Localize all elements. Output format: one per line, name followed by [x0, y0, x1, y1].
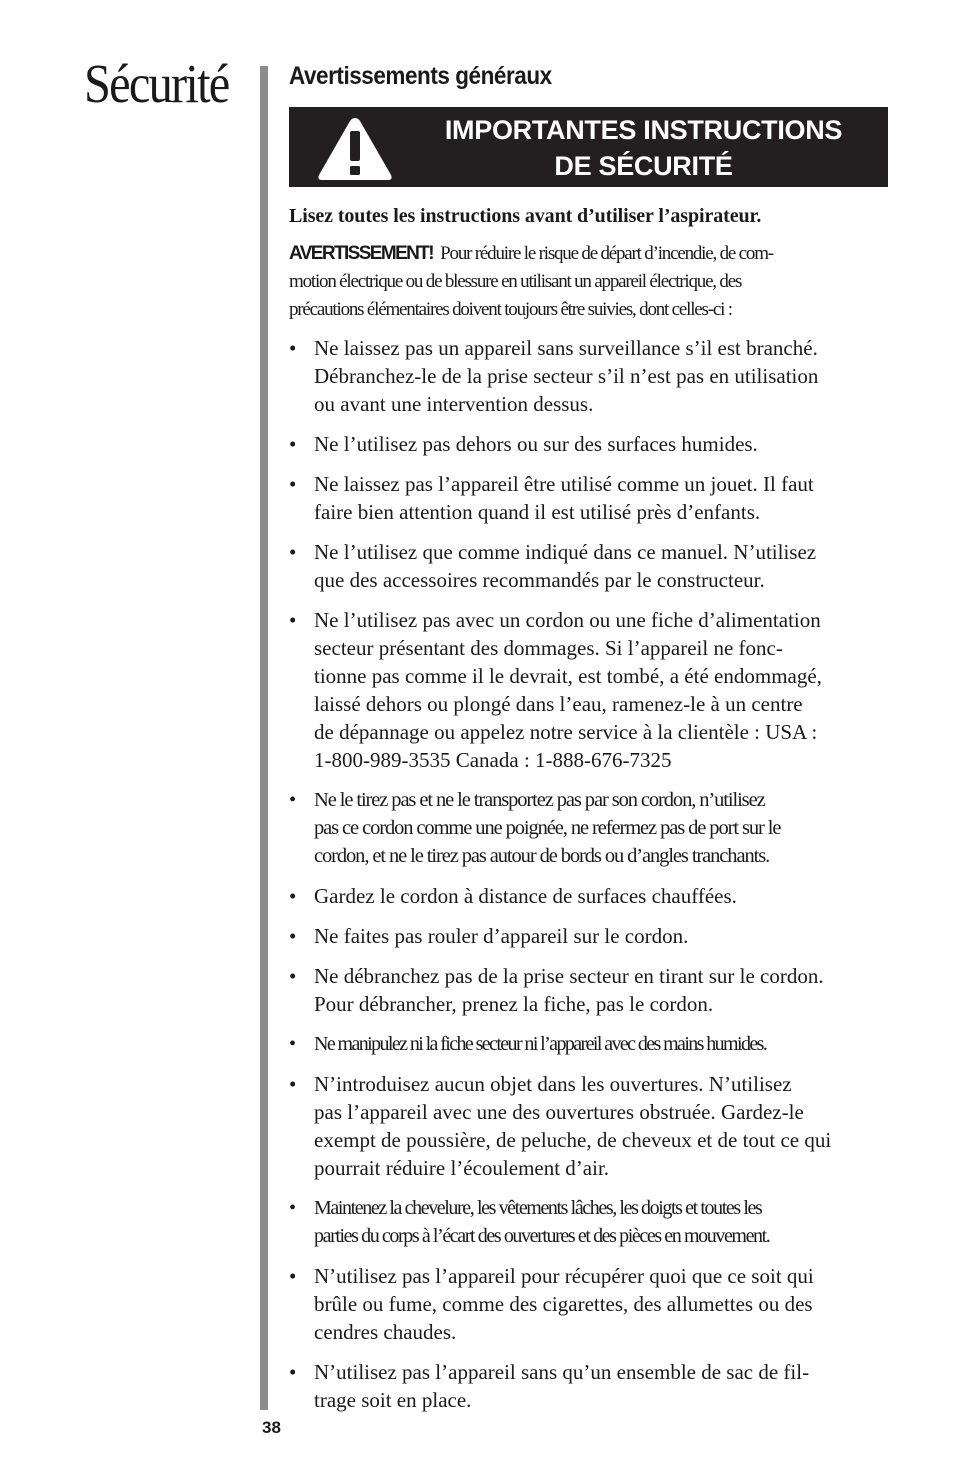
list-item-line: Ne l’utilisez pas avec un cordon ou une fiche d’alimentation: [314, 608, 821, 632]
list-item-line: cordon, et ne le tirez pas autour de bords ou d’angles tranchants.: [314, 845, 770, 867]
bullet-dot: •: [289, 789, 296, 811]
list-item-line: N’utilisez pas l’appareil sans qu’un ensemble de sac de fil-: [314, 1360, 810, 1384]
list-item-line: Pour débrancher, prenez la fiche, pas le cordon.: [314, 992, 714, 1016]
banner-line-2: DE SÉCURITÉ: [554, 151, 733, 181]
warning-line: motion électrique ou de blessure en utilisant un appareil électrique, des: [289, 271, 742, 292]
list-item-line: ou avant une intervention dessus.: [314, 392, 594, 416]
list-item: [289, 334, 889, 418]
list-item-line: Ne laissez pas l’appareil être utilisé comme un jouet. Il faut: [314, 472, 814, 496]
bullet-dot: •: [289, 1033, 295, 1055]
warning-label: AVERTISSEMENT!: [289, 243, 434, 264]
list-item: [289, 1262, 889, 1346]
page-number: 38: [262, 1418, 281, 1437]
list-item-line: Ne laissez pas un appareil sans surveillance s’il est branché.: [314, 336, 818, 360]
bullet-dot: •: [289, 472, 297, 496]
list-item-line: parties du corps à l’écart des ouvertures et des pièces en mouvement.: [314, 1225, 770, 1247]
list-item: [289, 962, 889, 1018]
warning-paragraph: [289, 240, 889, 324]
bullet-dot: •: [289, 884, 297, 908]
list-item-line: N’introduisez aucun objet dans les ouvertures. N’utilisez: [314, 1072, 792, 1096]
list-item-line: pourrait réduire l’écoulement d’air.: [314, 1156, 610, 1180]
list-item: [289, 1070, 889, 1182]
warning-triangle-icon: [316, 115, 394, 183]
list-item-line: de dépannage ou appelez notre service à la clientèle : USA :: [314, 720, 818, 744]
page-title: Sécurité: [84, 53, 229, 114]
list-item-line: secteur présentant des dommages. Si l’appareil ne fonc-: [314, 636, 783, 660]
section-heading: Avertissements généraux: [289, 62, 552, 90]
bullet-dot: •: [289, 608, 297, 632]
bullet-dot: •: [289, 540, 297, 564]
list-item-line: Maintenez la chevelure, les vêtements lâches, les doigts et toutes les: [314, 1197, 762, 1219]
bullet-dot: •: [289, 432, 297, 456]
safety-banner: [289, 107, 888, 187]
list-item: [289, 1358, 889, 1414]
list-item: [289, 1194, 889, 1250]
list-item-line: Gardez le cordon à distance de surfaces chauffées.: [314, 884, 737, 908]
bullet-dot: •: [289, 964, 297, 988]
banner-line-1: IMPORTANTES INSTRUCTIONS: [444, 115, 843, 145]
list-item-line: exempt de poussière, de peluche, de cheveux et de tout ce qui: [314, 1128, 832, 1152]
banner-text: [399, 112, 888, 184]
list-item-line: brûle ou fume, comme des cigarettes, des allumettes ou des: [314, 1292, 813, 1316]
list-item-line: Ne le tirez pas et ne le transportez pas par son cordon, n’utilisez: [314, 789, 765, 811]
safety-list: [289, 334, 889, 1414]
list-item-line: Ne manipulez ni la fiche secteur ni l’appareil avec des mains humides.: [314, 1033, 767, 1055]
list-item-line: pas l’appareil avec une des ouvertures obstruée. Gardez-le: [314, 1100, 804, 1124]
bullet-dot: •: [289, 1197, 295, 1219]
intro-text: Lisez toutes les instructions avant d’utiliser l’aspirateur.: [289, 205, 762, 227]
main-content: [289, 64, 889, 1426]
list-item-line: Ne l’utilisez pas dehors ou sur des surfaces humides.: [314, 432, 758, 456]
bullet-dot: •: [289, 924, 297, 948]
bullet-dot: •: [289, 1072, 297, 1096]
list-item-line: N’utilisez pas l’appareil pour récupérer quoi que ce soit qui: [314, 1264, 814, 1288]
list-item-line: pas ce cordon comme une poignée, ne refermez pas de port sur le: [314, 817, 781, 839]
list-item-line: que des accessoires recommandés par le constructeur.: [314, 568, 765, 592]
list-item-line: trage soit en place.: [314, 1388, 472, 1412]
bullet-dot: •: [289, 1264, 297, 1288]
list-item: [289, 882, 889, 910]
bullet-dot: •: [289, 336, 297, 360]
list-item-line: faire bien attention quand il est utilisé près d’enfants.: [314, 500, 761, 524]
warning-line: précautions élémentaires doivent toujours être suivies, dont celles-ci :: [289, 299, 732, 320]
list-item-line: tionne pas comme il le devrait, est tombé, a été endommagé,: [314, 664, 822, 688]
list-item: [289, 606, 889, 774]
list-item: [289, 538, 889, 594]
list-item-line: cendres chaudes.: [314, 1320, 457, 1344]
list-item: [289, 786, 889, 870]
list-item-line: 1-800-989-3535 Canada : 1-888-676-7325: [314, 748, 672, 772]
list-item-line: Débranchez-le de la prise secteur s’il n’est pas en utilisation: [314, 364, 819, 388]
bullet-dot: •: [289, 1360, 297, 1384]
list-item: [289, 470, 889, 526]
vertical-rule: [260, 66, 268, 1410]
list-item: [289, 1030, 889, 1058]
warning-line: Pour réduire le risque de départ d’incendie, de com-: [440, 243, 773, 264]
list-item-line: Ne faites pas rouler d’appareil sur le cordon.: [314, 924, 689, 948]
list-item-line: Ne débranchez pas de la prise secteur en tirant sur le cordon.: [314, 964, 824, 988]
list-item: [289, 430, 889, 458]
list-item-line: Ne l’utilisez que comme indiqué dans ce manuel. N’utilisez: [314, 540, 817, 564]
list-item: [289, 922, 889, 950]
list-item-line: laissé dehors ou plongé dans l’eau, ramenez-le à un centre: [314, 692, 803, 716]
